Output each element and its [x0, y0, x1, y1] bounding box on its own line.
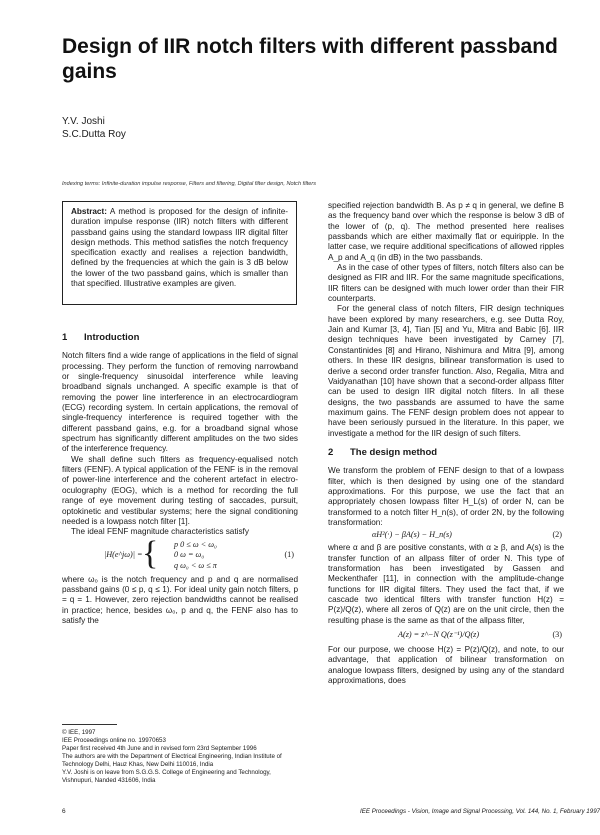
- section-title: Introduction: [84, 332, 140, 343]
- equation-case: p 0 ≤ ω < ω₀: [174, 539, 217, 549]
- paragraph: We transform the problem of FENF design to that of a lowpass filter, which is then designed by using one of the standard approximations. For this purpose, we use the fact that an appropriately chosen lowpass filter H_L(s) of order N, can be transformed to a notch filter H_n(s), of order 2N, by the following transformation:: [328, 466, 564, 527]
- footnote-rule: [62, 724, 117, 725]
- paragraph: For our purpose, we choose H(z) = P(z)/Q(z), and note, to our advantage, that application of bilinear transformation on analogue lowpass filters, designed by using any of the standard approximations, does: [328, 645, 564, 686]
- equation-case: q ω₀ < ω ≤ π: [174, 560, 217, 570]
- equation-2: [328, 530, 564, 541]
- left-column: [62, 333, 298, 626]
- section-title: The design method: [350, 446, 438, 458]
- abstract-body: A method is proposed for the design of infinite-duration impulse response (IIR) notch filters with different passband gains using the standard lowpass IIR digital filter design methods. This method satisfies the notch frequency specification exactly and realises a rejection bandwidth, defined by the frequencies at which the gain is 3 dB below the lower of the two passband gains, which is smaller than that specified. Illustrative examples are given.: [71, 207, 288, 289]
- page-number: 6: [62, 808, 66, 815]
- section-number: 2: [328, 446, 334, 458]
- abstract-box: [62, 201, 297, 305]
- right-column: [328, 201, 564, 686]
- equation-3: [328, 630, 564, 641]
- paper-title: Design of IIR notch filters with different passband gains: [62, 35, 558, 83]
- paragraph: where ω₀ is the notch frequency and p and q are normalised passband gains (0 ≤ p, q ≤ 1). For ideal unity gain notch filters, p = q = 1. However, zero rejection bandwidths cannot be realised in practice; hence, besides ω₀, p and q, the FENF also has to satisfy the: [62, 574, 298, 625]
- footnote: IEE Proceedings online no. 19970653: [62, 737, 166, 744]
- section-heading-introduction: [62, 333, 298, 343]
- index-terms: Indexing terms: Infinite-duration impulse response, Filters and filtering, Digital filter design, Notch filters: [62, 181, 317, 187]
- equation-1: [62, 534, 298, 573]
- footnote: © IEE, 1997: [62, 729, 96, 736]
- section-number: 1: [62, 332, 68, 343]
- equation-body: A(z) = z^−N Q(z⁻¹)/Q(z): [398, 630, 480, 640]
- paragraph: We shall define such filters as frequency-equalised notch filters (FENF). A typical application of the FENF is in the removal of power-line interference and the coherent artefact in electro-oculography (EOG), which is a method for recording the full range of eye movement during testing of saccades, pursuit, optokinetic and vestibular systems; here the signal conditioning needed is a lowpass notch filter [1].: [62, 454, 298, 526]
- equation-number: (3): [552, 630, 562, 640]
- journal-footer: IEE Proceedings - Vision, Image and Signal Processing, Vol. 144, No. 1, February 1997: [360, 808, 600, 815]
- abstract-lead: Abstract:: [71, 207, 107, 216]
- footnote: Paper first received 4th June and in revised form 23rd September 1996: [62, 745, 257, 752]
- paragraph: Notch filters find a wide range of applications in the field of signal processing. They perform the function of removing narrowband or single-frequency sinusoidal interference while leaving broadband signals unchanged. A specific example is that of removing the power line interference in an electrocardiogram (ECG) recording system. In certain applications, the removal of single-frequency interference is required together with the different passband gains, e.g. for a broadband signal whose spectrum has significantly different amplitudes on the two sides of the interference frequency.: [62, 351, 298, 454]
- paragraph: For the general class of notch filters, FIR design techniques have been explored by many researchers, e.g. see Dutta Roy, Jain and Kumar [3, 4], Tian [5] and Yu, Mitra and Babic [6]. IIR design techniques have been investigated by Carney [7], Constantinides [8] and Hirano, Nishimura and Mitra [9], among others. In these IIR designs, bilinear transformation is used to derive a second order transfer function. Also, Regalia, Mitra and Vaidyanathan [10] have shown that a second-order allpass filter can be used to design IIR digital notch filters. In all these designs, the two passbands are assumed to have the same maximum gains. The FENF design problem does not appear to have been seriously pursued in the literature. In this paper, we investigate a method for the IIR design of such filters.: [328, 304, 564, 438]
- author-list: [62, 115, 126, 141]
- author-name: S.C.Dutta Roy: [62, 129, 126, 140]
- equation-brace: {: [142, 534, 159, 572]
- abstract-text: [71, 207, 288, 289]
- paragraph: The ideal FENF magnitude characteristics satisfy: [71, 527, 249, 537]
- author-name: Y.V. Joshi: [62, 116, 105, 127]
- paragraph: specified rejection bandwidth B. As p ≠ q in general, we define B as the frequency band over which the response is below 3 dB of the lower of (p, q). The method presented here realises passbands which are either maximally flat or equiripple. In the latter case, we require additional specifications of allowed ripples A_p and A_q (in dB) in the two passbands.: [328, 201, 564, 262]
- paragraph: where α and β are positive constants, with α ≥ β, and A(s) is the transfer function of an allpass filter of order N. This type of transformation has been investigated by Gassen and Meckenthafer [11], in connection with the amplitude-change functions for IIR digital filters. They used the fact that, if we cascade two identical filters with transfer function H(z) = P(z)/Q(z), where all zeros of Q(z) are on the unit circle, then the resulting phase is the same as that of the allpass filter,: [328, 543, 564, 625]
- footnotes: [62, 729, 302, 785]
- equation-number: (2): [552, 530, 562, 540]
- equation-case: 0 ω = ω₀: [174, 550, 205, 560]
- equation-body: αH²(·) − βA(s) − H_n(s): [372, 530, 452, 540]
- equation-lhs: |H(e^jω)| =: [104, 549, 143, 559]
- paragraph: As in the case of other types of filters, notch filters also can be designed as FIR and IIR. For the same magnitude specifications, IIR filters can be designed with much lower order than their FIR counterparts.: [328, 263, 564, 304]
- equation-number: (1): [284, 549, 294, 559]
- footnote: The authors are with the Department of Electrical Engineering, Indian Institute of Technology Delhi, Hauz Khas, New Delhi 110016, India: [62, 753, 282, 768]
- section-heading-design-method: [328, 448, 564, 458]
- footnote: Y.V. Joshi is on leave from S.G.G.S. College of Engineering and Technology, Vishnupuri, Nanded 431606, India: [62, 769, 271, 784]
